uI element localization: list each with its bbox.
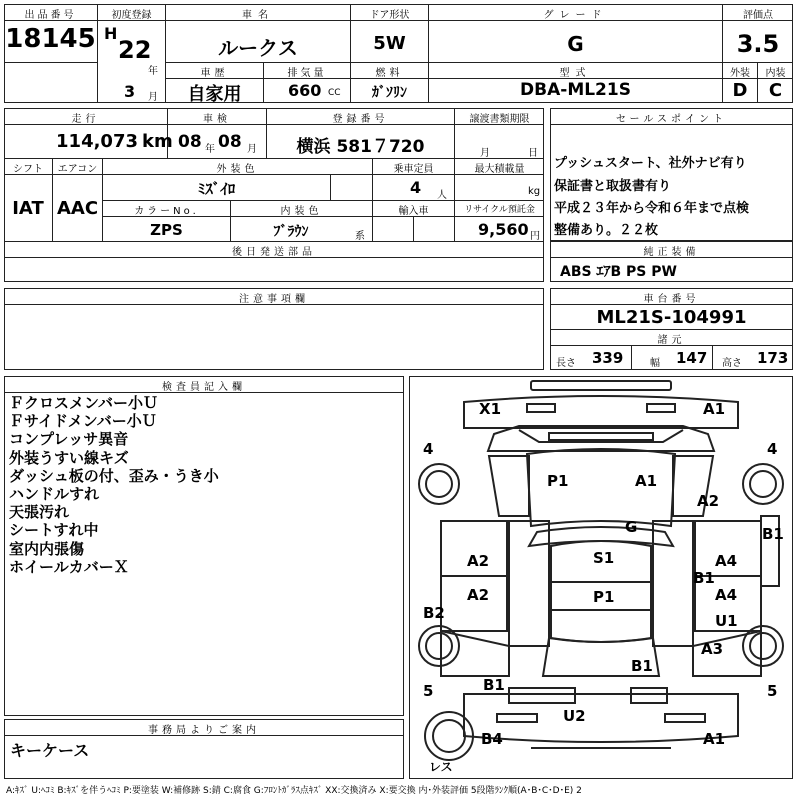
lot-label: 出品番号 — [24, 10, 77, 21]
disp-unit: CC — [328, 88, 341, 98]
inspector-notes — [9, 394, 219, 576]
damage-mark: A4 — [715, 552, 738, 570]
ext-label: 外装 — [730, 68, 750, 79]
chassis-label: 車台番号 — [643, 294, 700, 305]
office-label: 事務局よりご案内 — [148, 725, 260, 736]
name-label: 車名 — [242, 10, 274, 21]
inspect-month: 08 — [218, 132, 242, 152]
inspector-label: 検査員記入欄 — [162, 382, 246, 393]
recycle-value: 9,560 — [478, 220, 529, 239]
tire-rr-mark: 5 — [767, 682, 778, 700]
height-label: 高さ — [722, 358, 742, 369]
damage-mark: P1 — [547, 472, 569, 490]
reg-month: 3 — [124, 82, 136, 101]
damage-mark: A3 — [701, 640, 724, 658]
model-value: DBA-ML21S — [520, 80, 631, 100]
car-name: ルークス — [218, 36, 298, 60]
inspector-note: Ｆサイドメンバー小Ｕ — [9, 412, 157, 431]
later-parts-label: 後日発送部品 — [232, 247, 316, 258]
load-label: 最大積載量 — [474, 164, 525, 175]
load-unit: kg — [528, 186, 541, 197]
inspect-label: 車検 — [203, 114, 231, 125]
sales-point-3: 平成２３年から令和６年まで点検 — [554, 201, 750, 216]
damage-mark: B2 — [423, 604, 445, 622]
damage-mark: A2 — [467, 586, 490, 604]
width-value: 147 — [676, 349, 708, 367]
score-label: 評価点 — [743, 10, 773, 21]
damage-mark: A2 — [467, 552, 490, 570]
damage-mark: B1 — [631, 657, 653, 675]
damage-mark: P1 — [593, 588, 615, 606]
spare-tire-mark: レス — [429, 760, 453, 774]
damage-mark: X1 — [479, 400, 502, 418]
mileage-unit: km — [142, 131, 173, 152]
inspector-note: 外装うすい線キズ — [9, 448, 129, 467]
interior-label: 内装色 — [280, 206, 323, 217]
color-label: 外装色 — [216, 164, 259, 175]
damage-mark: U1 — [715, 612, 738, 630]
transfer-label: 譲渡書類期限 — [469, 114, 530, 125]
notes-label: 注意事項欄 — [239, 294, 309, 305]
sales-label: セールスポイント — [615, 114, 728, 125]
seat-label: 乗車定員 — [393, 164, 434, 175]
door-label: ドア形状 — [369, 10, 410, 21]
plate-value: 横浜 581７720 — [296, 137, 425, 157]
damage-mark: A2 — [697, 492, 720, 510]
sales-point-2: 保証書と取扱書有り — [554, 179, 672, 194]
damage-mark: A1 — [703, 730, 726, 748]
reg-era: H — [104, 24, 118, 43]
chassis-number: ML21S-104991 — [596, 307, 747, 328]
int-label: 内装 — [765, 68, 786, 79]
import-label: 輸入車 — [398, 206, 429, 217]
damage-mark: A1 — [703, 400, 726, 418]
damage-mark: A1 — [635, 472, 658, 490]
reg-month-unit: 月 — [148, 92, 158, 103]
color-no-label: カラーNo. — [134, 206, 199, 217]
mileage-label: 走行 — [71, 114, 100, 125]
reg-label: 初度登録 — [111, 10, 152, 21]
interior-unit: 系 — [355, 231, 365, 242]
color-value: ﾐｽﾞｲﾛ — [197, 180, 236, 198]
transfer-day: 日 — [528, 148, 538, 159]
plate-label: 登録番号 — [332, 114, 389, 125]
grade-value: G — [567, 32, 584, 56]
tire-fl-mark: 4 — [423, 440, 434, 458]
recycle-unit: 円 — [530, 231, 540, 242]
inspector-note: Ｆクロスメンバー小Ｕ — [9, 394, 158, 412]
score-value: 3.5 — [736, 30, 780, 58]
inspect-year: 08 — [178, 132, 202, 152]
ac-value: AAC — [56, 198, 99, 219]
inspector-note: ダッシュ板の付、歪み・うき小 — [9, 466, 219, 485]
reg-year: 22 — [118, 36, 152, 64]
transfer-month: 月 — [480, 148, 490, 159]
damage-mark: B1 — [483, 676, 505, 694]
equip-value: ABS ｴｱB PS PW — [560, 264, 677, 280]
int-value: C — [768, 80, 783, 101]
mileage-value: 114,073 — [56, 131, 138, 152]
ac-label: エアコン — [57, 164, 98, 175]
damage-mark: G — [625, 518, 638, 536]
tire-rl-mark: 5 — [423, 682, 434, 700]
history-label: 車歴 — [200, 68, 229, 79]
spec-label: 諸元 — [657, 335, 686, 346]
equip-label: 純正装備 — [643, 247, 700, 258]
grade-label: グレード — [543, 10, 608, 21]
inspect-month-unit: 月 — [247, 144, 257, 155]
reg-year-unit: 年 — [148, 66, 158, 77]
length-value: 339 — [592, 349, 624, 367]
inspect-year-unit: 年 — [205, 144, 215, 155]
height-value: 173 — [757, 349, 789, 367]
damage-mark: B1 — [693, 569, 715, 587]
ext-value: D — [732, 80, 748, 101]
tire-fr-mark: 4 — [767, 440, 778, 458]
office-note: キーケース — [10, 741, 90, 760]
seat-value: 4 — [410, 178, 422, 197]
damage-mark: B4 — [481, 730, 503, 748]
disp-label: 排気量 — [287, 68, 327, 79]
inspector-note: 室内内張傷 — [9, 539, 85, 558]
inspector-note: 天張汚れ — [9, 503, 70, 522]
length-label: 長さ — [556, 358, 576, 369]
width-label: 幅 — [650, 358, 660, 369]
disp-value: 660 — [288, 81, 322, 100]
inspector-note: シートすれ中 — [9, 521, 99, 540]
lot-number: 18145 — [5, 24, 96, 54]
door-value: 5W — [373, 33, 406, 54]
fuel-value: ｶﾞｿﾘﾝ — [372, 85, 407, 101]
inspector-note: ホイールカバーＸ — [9, 557, 129, 576]
damage-mark: A4 — [715, 586, 738, 604]
history-value: 自家用 — [187, 84, 242, 105]
car-diagram — [409, 376, 793, 779]
interior-value: ﾌﾞﾗｳﾝ — [273, 224, 309, 240]
sales-point-4: 整備あり。２２枚 — [554, 223, 659, 238]
inspector-note: ハンドルすれ — [9, 485, 100, 504]
damage-mark: U2 — [563, 707, 586, 725]
model-label: 型式 — [559, 68, 592, 79]
seat-unit: 人 — [437, 190, 447, 201]
recycle-label: リサイクル預託金 — [464, 205, 535, 215]
fuel-label: 燃料 — [375, 68, 404, 79]
damage-mark: S1 — [593, 549, 615, 567]
sales-point-1: プッシュスタート、社外ナビ有り — [554, 156, 747, 171]
color-no-value: ZPS — [150, 221, 183, 239]
shift-label: シフト — [13, 164, 43, 175]
legend: A:ｷｽﾞ U:ﾍｺﾐ B:ｷｽﾞを伴うﾍｺﾐ P:要塗装 W:補修跡 S:錆 C:腐食 G:ﾌﾛﾝﾄｶﾞﾗｽ点ｷｽﾞ XX:交換済み X:要交換 内･外装評価 5段階ﾗﾝｸ順(A･B･C･D･E) 2 — [6, 786, 582, 796]
damage-mark: B1 — [762, 525, 784, 543]
inspector-note: コンプレッサ異音 — [9, 430, 129, 449]
shift-value: IAT — [12, 198, 44, 219]
